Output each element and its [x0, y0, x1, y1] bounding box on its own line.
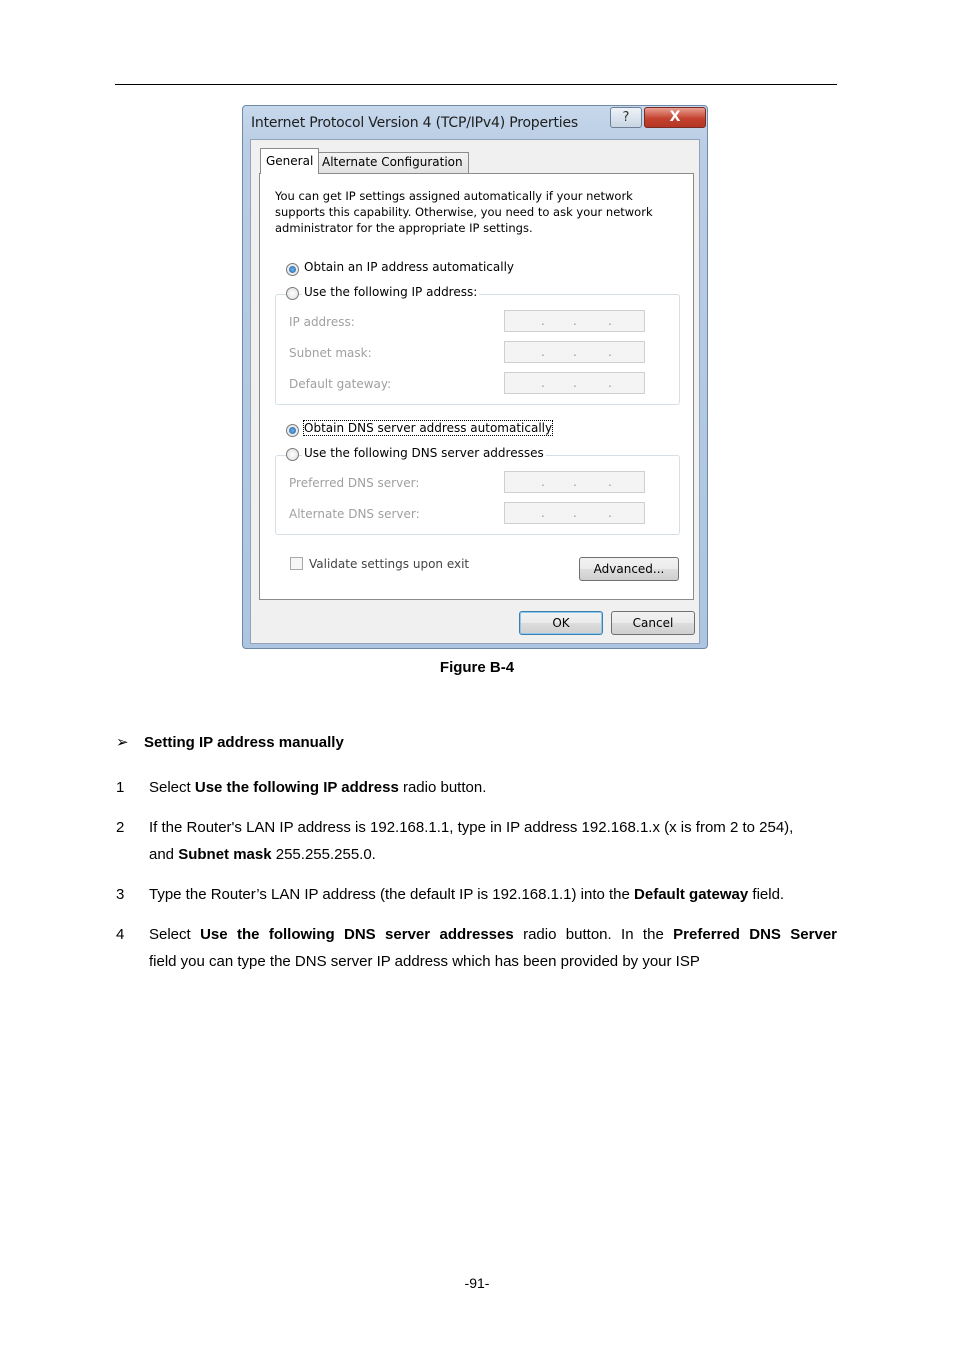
page-number: -91- — [464, 1275, 490, 1291]
preferred-dns-input[interactable]: . . . — [504, 471, 645, 493]
step-number: 3 — [116, 886, 125, 903]
cancel-button[interactable]: Cancel — [611, 611, 695, 635]
default-gateway-input[interactable]: . . . — [504, 372, 645, 394]
subnet-mask-input[interactable]: . . . — [504, 341, 645, 363]
preferred-dns-label: Preferred DNS server: — [289, 476, 420, 490]
step-number: 2 — [116, 819, 125, 836]
ip-manual-label[interactable]: Use the following IP address: — [304, 285, 478, 299]
tab-alternate-configuration[interactable]: Alternate Configuration — [316, 152, 469, 173]
help-icon: ? — [622, 110, 630, 125]
subnet-mask-label: Subnet mask: — [289, 346, 372, 360]
ip-manual-radio[interactable] — [286, 287, 299, 300]
ip-auto-radio[interactable] — [286, 263, 299, 276]
step-text: Select Use the following IP address radio button. — [149, 779, 487, 796]
ip-address-label: IP address: — [289, 315, 355, 329]
figure-caption: Figure B-4 — [439, 659, 515, 676]
validate-settings-label[interactable]: Validate settings upon exit — [309, 557, 470, 571]
close-icon: X — [669, 109, 681, 125]
step-number: 4 — [116, 926, 125, 943]
section-heading: ➢ Setting IP address manually — [116, 734, 344, 751]
general-tab-panel — [259, 173, 694, 600]
ip-manual-group — [275, 294, 680, 405]
help-button[interactable] — [610, 107, 642, 128]
close-button[interactable] — [644, 107, 706, 128]
dialog-title: Internet Protocol Version 4 (TCP/IPv4) Properties — [251, 115, 578, 131]
dialog-client-area — [250, 139, 700, 644]
validate-settings-checkbox[interactable] — [290, 557, 303, 570]
ipv4-properties-dialog — [242, 105, 708, 649]
advanced-button[interactable]: Advanced... — [579, 557, 679, 581]
dns-auto-radio[interactable] — [286, 424, 299, 437]
dns-manual-label[interactable]: Use the following DNS server addresses — [304, 446, 544, 460]
step-text: Select Use the following DNS server addresses radio button. In the Preferred DNS Server field you can type the DNS server IP address which has been provided by your ISP — [149, 926, 837, 970]
ip-auto-label[interactable]: Obtain an IP address automatically — [304, 260, 515, 274]
header-rule — [115, 84, 837, 85]
step-number: 1 — [116, 779, 125, 796]
intro-text: You can get IP settings assigned automatically if your network supports this capability. Otherwise, you need to ask your network administrator for the appropriate IP settings. — [275, 189, 653, 235]
dns-manual-group — [275, 455, 680, 535]
step-text: Type the Router’s LAN IP address (the default IP is 192.168.1.1) into the Default gateway field. — [149, 886, 785, 903]
dns-manual-radio[interactable] — [286, 448, 299, 461]
tab-general[interactable]: General — [260, 148, 319, 174]
alternate-dns-input[interactable]: . . . — [504, 502, 645, 524]
dns-auto-label[interactable]: Obtain DNS server address automatically — [304, 421, 553, 435]
step-text: If the Router's LAN IP address is 192.168.1.1, type in IP address 192.168.1.x (x is from 2 to 254), and Subnet mask 255.255.255.0. — [149, 819, 794, 863]
alternate-dns-label: Alternate DNS server: — [289, 507, 420, 521]
arrow-bullet-icon: ➢ — [116, 734, 129, 751]
ip-address-input[interactable]: . . . — [504, 310, 645, 332]
ok-button[interactable]: OK — [519, 611, 603, 635]
default-gateway-label: Default gateway: — [289, 377, 392, 391]
